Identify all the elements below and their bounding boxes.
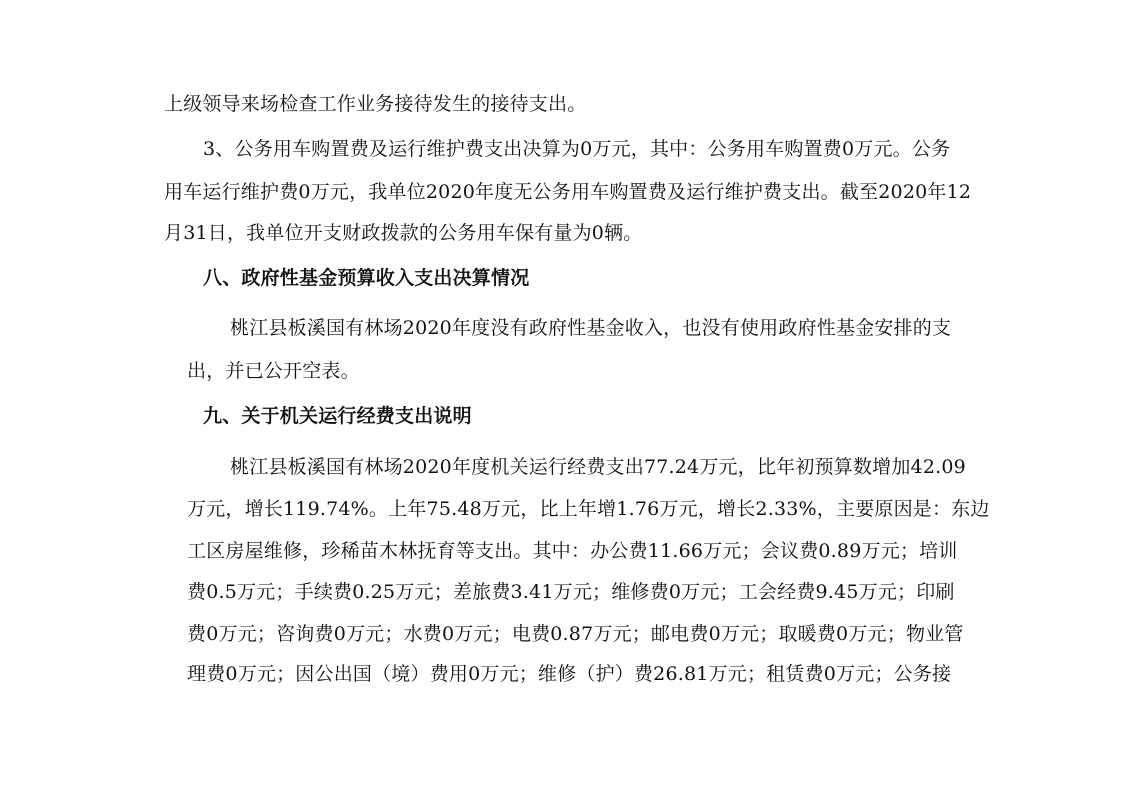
paragraph-line: 月31日，我单位开支财政拨款的公务用车保有量为0辆。	[164, 222, 643, 244]
section-heading-8: 八、政府性基金预算收入支出决算情况	[203, 267, 530, 289]
paragraph-line: 万元，增长119.74%。上年75.48万元，比上年增1.76万元，增长2.33%，主要原因是：东边	[187, 498, 990, 520]
paragraph-line: 桃江县板溪国有林场2020年度机关运行经费支出77.24万元，比年初预算数增加42.09	[230, 456, 966, 478]
paragraph-line: 用车运行维护费0万元，我单位2020年度无公务用车购置费及运行维护费支出。截至2020年12	[164, 181, 972, 203]
paragraph-line: 出，并已公开空表。	[187, 360, 360, 382]
paragraph-line: 3、公务用车购置费及运行维护费支出决算为0万元，其中：公务用车购置费0万元。公务	[203, 138, 951, 160]
paragraph-line: 费0.5万元；手续费0.25万元；差旅费3.41万元；维修费0万元；工会经费9.45万元；印刷	[187, 581, 955, 603]
paragraph-line: 费0万元；咨询费0万元；水费0万元；电费0.87万元；邮电费0万元；取暖费0万元；物业管	[187, 623, 964, 645]
section-heading-9: 九、关于机关运行经费支出说明	[203, 405, 472, 427]
paragraph-line: 工区房屋维修，珍稀苗木林抚育等支出。其中：办公费11.66万元；会议费0.89万元；培训	[187, 540, 958, 562]
paragraph-line: 理费0万元；因公出国（境）费用0万元；维修（护）费26.81万元；租赁费0万元；公务接	[187, 663, 952, 685]
paragraph-line: 桃江县板溪国有林场2020年度没有政府性基金收入，也没有使用政府性基金安排的支	[230, 317, 952, 339]
paragraph-line: 上级领导来场检查工作业务接待发生的接待支出。	[164, 93, 587, 115]
